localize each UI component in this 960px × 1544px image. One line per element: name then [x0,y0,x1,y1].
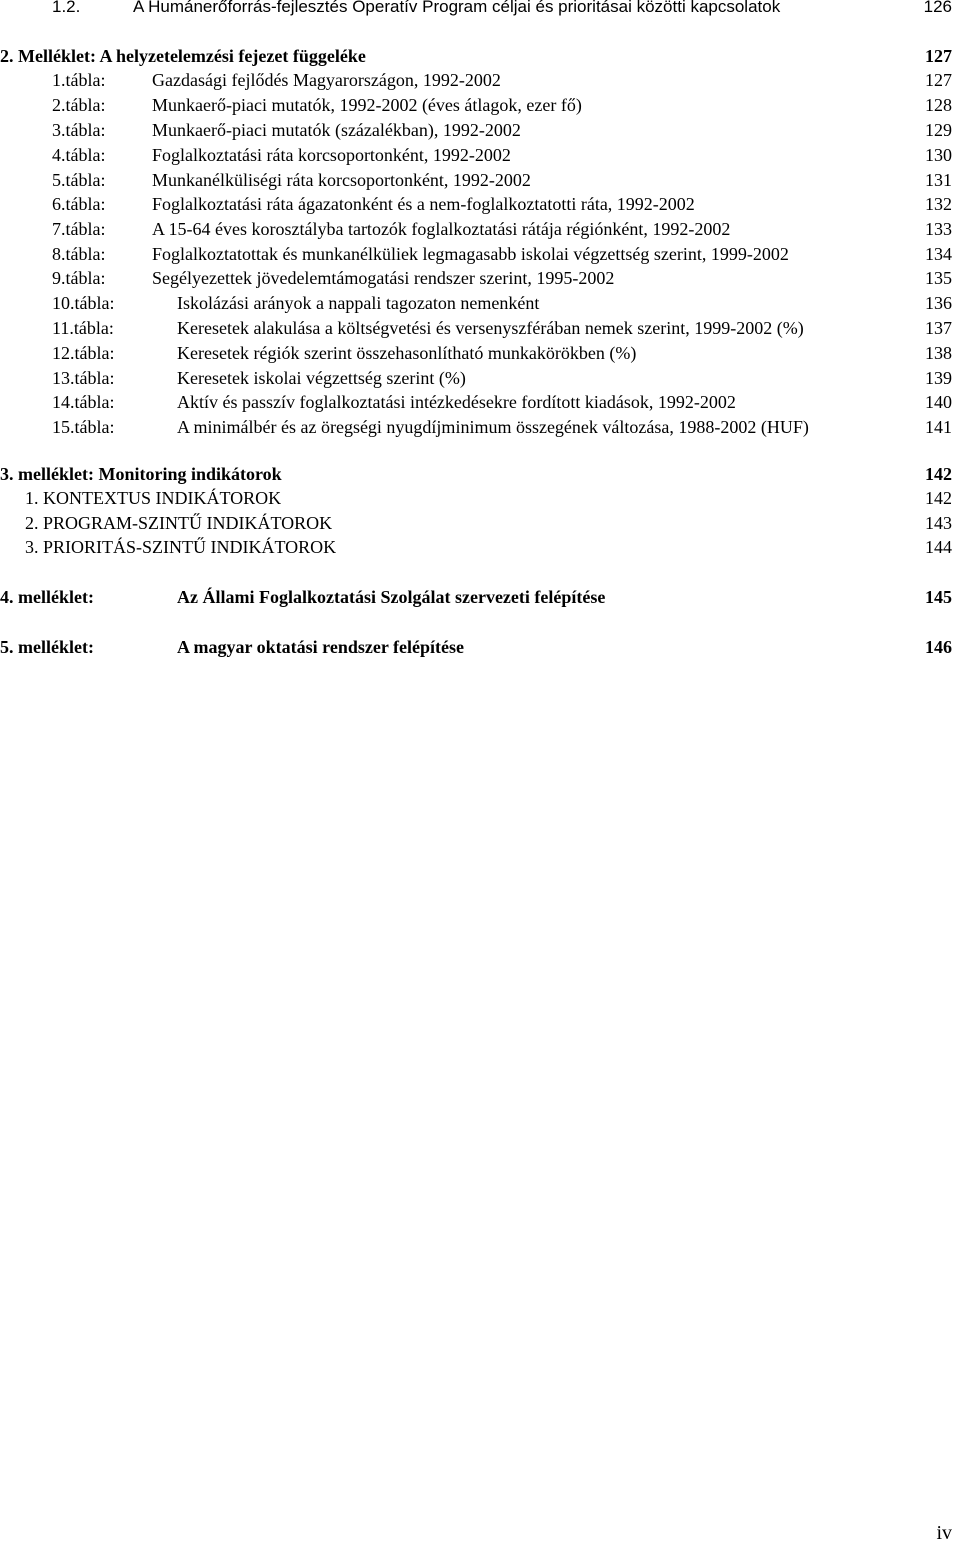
table-entry [0,68,960,92]
table-label: 4.tábla: [52,145,106,165]
table-entry [0,93,960,117]
indicator-title: 2. PROGRAM-SZINTŰ INDIKÁTOROK [25,513,333,533]
table-entry [0,366,960,390]
table-label: 6.tábla: [52,194,106,214]
entry-number: 1.2. [52,0,81,16]
table-label: 7.tábla: [52,219,106,239]
table-page: 134 [925,244,952,264]
table-entry [0,118,960,142]
annex-page: 145 [925,587,952,607]
indicator-page: 144 [925,537,952,557]
table-page: 131 [925,170,952,190]
indicator-page: 142 [925,488,952,508]
table-label: 12.tábla: [52,343,115,363]
annex-title: A magyar oktatási rendszer felépítése [177,637,464,657]
table-page: 141 [925,417,952,437]
toc-entry-1-2 [0,0,960,19]
table-title: Keresetek alakulása a költségvetési és versenyszférában nemek szerint, 1999-2002 (%) [177,318,804,338]
table-title: Munkanélküliségi ráta korcsoportonként, 1992-2002 [152,170,531,190]
table-title: Aktív és passzív foglalkoztatási intézkedésekre fordított kiadások, 1992-2002 [177,392,736,412]
indicator-page: 143 [925,513,952,533]
table-entry [0,217,960,241]
annex-page: 142 [925,464,952,484]
table-page: 133 [925,219,952,239]
table-label: 14.tábla: [52,392,115,412]
table-title: Gazdasági fejlődés Magyarországon, 1992-2002 [152,70,501,90]
table-title: Foglalkoztatottak és munkanélküliek legmagasabb iskolai végzettség szerint, 1999-2002 [152,244,789,264]
table-page: 137 [925,318,952,338]
table-title: Foglalkoztatási ráta korcsoportonként, 1992-2002 [152,145,511,165]
indicator-title: 1. KONTEXTUS INDIKÁTOROK [25,488,282,508]
table-page: 140 [925,392,952,412]
table-label: 2.tábla: [52,95,106,115]
table-page: 139 [925,368,952,388]
indicator-entry [0,511,960,535]
table-entry [0,291,960,315]
table-page: 127 [925,70,952,90]
table-entry [0,316,960,340]
table-title: Keresetek iskolai végzettség szerint (%) [177,368,466,388]
table-title: Munkaerő-piaci mutatók (százalékban), 1992-2002 [152,120,521,140]
table-page: 132 [925,194,952,214]
table-title: Foglalkoztatási ráta ágazatonként és a nem-foglalkoztatotti ráta, 1992-2002 [152,194,695,214]
annex-page: 146 [925,637,952,657]
table-page: 129 [925,120,952,140]
annex-3-heading [0,462,960,486]
table-title: A minimálbér és az öregségi nyugdíjminimum összegének változása, 1988-2002 (HUF) [177,417,809,437]
table-title: Segélyezettek jövedelemtámogatási rendszer szerint, 1995-2002 [152,268,615,288]
entry-title: A Humánerőforrás-fejlesztés Operatív Program céljai és prioritásai közötti kapcsolatok [133,0,781,16]
table-title: A 15-64 éves korosztályba tartozók foglalkoztatási rátája régiónként, 1992-2002 [152,219,731,239]
annex-page: 127 [925,46,952,66]
table-label: 1.tábla: [52,70,106,90]
table-label: 10.tábla: [52,293,115,313]
table-entry [0,192,960,216]
table-label: 13.tábla: [52,368,115,388]
annex-label: 4. melléklet: [0,587,94,607]
annex-label: 5. melléklet: [0,637,94,657]
table-entry [0,242,960,266]
table-label: 5.tábla: [52,170,106,190]
table-entry [0,415,960,439]
annex-title: 3. melléklet: Monitoring indikátorok [0,464,282,484]
page-number: iv [936,1522,952,1544]
table-page: 130 [925,145,952,165]
table-label: 3.tábla: [52,120,106,140]
table-label: 15.tábla: [52,417,115,437]
annex-title: Az Állami Foglalkoztatási Szolgálat szervezeti felépítése [177,587,606,607]
annex-4-heading [0,585,960,609]
annex-2-heading [0,44,960,68]
table-entry [0,168,960,192]
table-title: Munkaerő-piaci mutatók, 1992-2002 (éves átlagok, ezer fő) [152,95,582,115]
table-page: 138 [925,343,952,363]
indicator-title: 3. PRIORITÁS-SZINTŰ INDIKÁTOROK [25,537,337,557]
indicator-entry [0,535,960,559]
table-label: 9.tábla: [52,268,106,288]
table-entry [0,390,960,414]
table-page: 135 [925,268,952,288]
table-page: 128 [925,95,952,115]
table-entry [0,341,960,365]
entry-page: 126 [923,0,952,16]
table-title: Keresetek régiók szerint összehasonlítható munkakörökben (%) [177,343,637,363]
indicator-entry [0,486,960,510]
table-title: Iskolázási arányok a nappali tagozaton nemenként [177,293,540,313]
table-label: 8.tábla: [52,244,106,264]
table-entry [0,143,960,167]
table-entry [0,266,960,290]
annex-5-heading [0,635,960,659]
table-page: 136 [925,293,952,313]
table-label: 11.tábla: [52,318,114,338]
annex-title: 2. Melléklet: A helyzetelemzési fejezet függeléke [0,46,366,66]
